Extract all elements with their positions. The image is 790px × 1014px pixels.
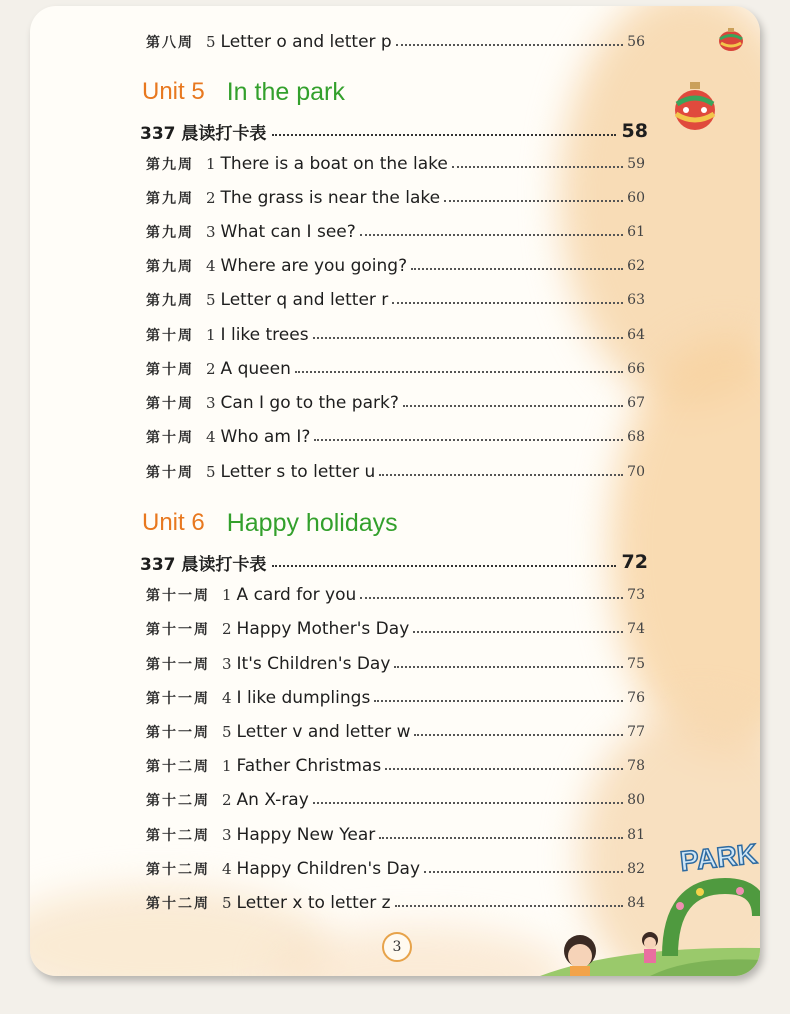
toc-entry[interactable]: [140, 460, 645, 484]
dot-leader: [452, 166, 623, 168]
lesson-title: Who am I?: [220, 427, 311, 447]
week-label: 第十周: [140, 427, 200, 447]
toc-entry[interactable]: [140, 617, 645, 641]
lesson-number: 5: [222, 723, 232, 741]
week-label: 第十二周: [140, 859, 216, 879]
toc-entry[interactable]: [140, 583, 645, 607]
week-label: 第十周: [140, 462, 200, 482]
week-label: 第十一周: [140, 585, 216, 605]
toc-entry[interactable]: [140, 788, 645, 812]
park-sign-text: PARK: [678, 838, 759, 877]
toc-entry[interactable]: [140, 823, 645, 847]
dot-leader: [385, 768, 623, 770]
lesson-title: Happy Children's Day: [236, 859, 421, 879]
lesson-number: 2: [206, 189, 216, 207]
lesson-title: Happy New Year: [236, 825, 376, 845]
lesson-number: 1: [206, 326, 216, 344]
page-number: 63: [627, 292, 645, 308]
page-number: 82: [627, 861, 645, 877]
page-number: 60: [627, 190, 645, 206]
page-number: 59: [627, 156, 645, 172]
dot-leader: [396, 44, 623, 46]
week-label: 第九周: [140, 290, 200, 310]
toc-entry[interactable]: [140, 254, 645, 278]
week-label: 第九周: [140, 188, 200, 208]
lesson-title: Letter v and letter w: [236, 722, 411, 742]
dot-leader: [313, 337, 624, 339]
unit-heading: [130, 74, 345, 110]
week-label: 第十一周: [140, 722, 216, 742]
week-label: 第十周: [140, 325, 200, 345]
lesson-number: 2: [222, 620, 232, 638]
page-number: 76: [627, 690, 645, 706]
summary-title: 337 晨读打卡表: [140, 123, 267, 144]
lesson-number: 2: [206, 360, 216, 378]
lesson-title: There is a boat on the lake: [220, 154, 448, 174]
week-label: 第九周: [140, 222, 200, 242]
summary-title: 337 晨读打卡表: [140, 554, 267, 575]
week-label: 第十二周: [140, 756, 216, 776]
unit-name: Happy holidays: [226, 508, 398, 537]
dot-leader: [413, 631, 623, 633]
toc-entry[interactable]: [140, 288, 645, 312]
lesson-number: 5: [222, 894, 232, 912]
toc-entry[interactable]: [140, 323, 645, 347]
lesson-number: 4: [222, 860, 232, 878]
lesson-title: Letter o and letter p: [220, 32, 392, 52]
week-label: 第九周: [140, 154, 200, 174]
toc-entry[interactable]: [140, 891, 645, 915]
page-number: 75: [627, 656, 645, 672]
unit-label: Unit 6: [130, 509, 213, 537]
unit-name: In the park: [226, 77, 345, 106]
toc-entry[interactable]: [140, 30, 645, 54]
dot-leader: [392, 302, 623, 304]
week-label: 第八周: [140, 32, 200, 52]
page-number: 74: [627, 621, 645, 637]
dot-leader: [424, 871, 623, 873]
summary-entry[interactable]: [140, 118, 648, 144]
week-label: 第十二周: [140, 790, 216, 810]
dot-leader: [360, 234, 623, 236]
lesson-title: It's Children's Day: [236, 654, 391, 674]
page-number: 67: [627, 395, 645, 411]
week-label: 第十一周: [140, 654, 216, 674]
page-number: 58: [621, 120, 648, 142]
page-number: 62: [627, 258, 645, 274]
lesson-number: 3: [206, 394, 216, 412]
summary-entry[interactable]: [140, 549, 648, 575]
dot-leader: [395, 905, 624, 907]
week-label: 第十一周: [140, 688, 216, 708]
dot-leader: [444, 200, 623, 202]
page-number: 61: [627, 224, 645, 240]
dot-leader: [272, 134, 615, 136]
lesson-title: The grass is near the lake: [220, 188, 441, 208]
dot-leader: [414, 734, 623, 736]
toc-entry[interactable]: [140, 391, 645, 415]
lesson-title: A queen: [220, 359, 291, 379]
week-label: 第十二周: [140, 893, 216, 913]
lesson-number: 4: [206, 257, 216, 275]
toc-entry[interactable]: [140, 425, 645, 449]
lesson-number: 1: [222, 586, 232, 604]
toc-entry[interactable]: [140, 186, 645, 210]
page-number: 56: [627, 34, 645, 50]
lesson-number: 4: [222, 689, 232, 707]
lesson-title: Letter q and letter r: [220, 290, 389, 310]
lesson-number: 5: [206, 463, 216, 481]
week-label: 第十周: [140, 393, 200, 413]
dot-leader: [360, 597, 623, 599]
dot-leader: [379, 474, 623, 476]
lesson-title: A card for you: [236, 585, 357, 605]
page-folio: 3: [382, 932, 412, 962]
book-page: [30, 6, 760, 976]
lesson-title: I like trees: [220, 325, 309, 345]
lesson-title: I like dumplings: [236, 688, 371, 708]
toc-entry[interactable]: [140, 152, 645, 176]
lesson-title: Letter x to letter z: [236, 893, 391, 913]
page-number: 81: [627, 827, 645, 843]
week-label: 第十一周: [140, 619, 216, 639]
toc-entry[interactable]: [140, 686, 645, 710]
dot-leader: [314, 439, 623, 441]
page-number: 73: [627, 587, 645, 603]
page-number: 68: [627, 429, 645, 445]
lesson-number: 1: [206, 155, 216, 173]
lesson-title: Happy Mother's Day: [236, 619, 410, 639]
unit-label: Unit 5: [130, 78, 213, 106]
lesson-number: 1: [222, 757, 232, 775]
page-number: 72: [621, 551, 648, 573]
lesson-number: 4: [206, 428, 216, 446]
dot-leader: [411, 268, 623, 270]
toc-entry[interactable]: [140, 857, 645, 881]
lesson-number: 5: [206, 291, 216, 309]
dot-leader: [313, 802, 623, 804]
toc-entry[interactable]: [140, 357, 645, 381]
ornament-large-icon: [670, 80, 720, 132]
unit-heading: [130, 505, 398, 541]
dot-leader: [403, 405, 623, 407]
toc-entry[interactable]: [140, 720, 645, 744]
lesson-number: 3: [206, 223, 216, 241]
lesson-number: 5: [206, 33, 216, 51]
page-number: 77: [627, 724, 645, 740]
dot-leader: [272, 565, 615, 567]
page-number: 80: [627, 792, 645, 808]
ornament-small-icon: [714, 24, 748, 56]
lesson-title: Can I go to the park?: [220, 393, 399, 413]
page-number: 78: [627, 758, 645, 774]
dot-leader: [295, 371, 623, 373]
lesson-number: 2: [222, 791, 232, 809]
lesson-title: What can I see?: [220, 222, 356, 242]
lesson-number: 3: [222, 826, 232, 844]
page-number: 64: [627, 327, 645, 343]
week-label: 第十二周: [140, 825, 216, 845]
page-number: 66: [627, 361, 645, 377]
toc-entry[interactable]: [140, 652, 645, 676]
lesson-number: 3: [222, 655, 232, 673]
toc-entry[interactable]: [140, 754, 645, 778]
lesson-title: Father Christmas: [236, 756, 382, 776]
lesson-title: Letter s to letter u: [220, 462, 376, 482]
dot-leader: [379, 837, 623, 839]
page-number: 70: [627, 464, 645, 480]
dot-leader: [394, 666, 623, 668]
lesson-title: Where are you going?: [220, 256, 408, 276]
week-label: 第十周: [140, 359, 200, 379]
toc-entry[interactable]: [140, 220, 645, 244]
dot-leader: [374, 700, 623, 702]
week-label: 第九周: [140, 256, 200, 276]
lesson-title: An X-ray: [236, 790, 309, 810]
page-number: 84: [627, 895, 645, 911]
